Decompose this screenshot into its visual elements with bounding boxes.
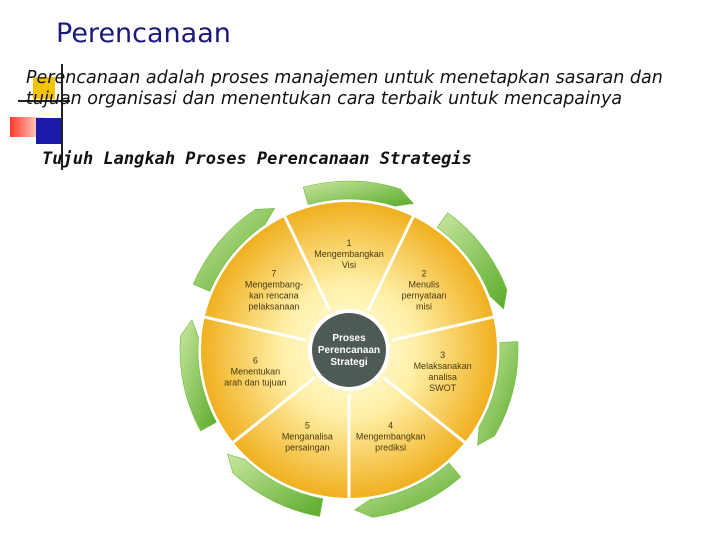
- step-number: 1: [346, 238, 352, 248]
- slide-title: Perencanaan: [56, 18, 231, 49]
- step-number: 2: [421, 268, 427, 279]
- definition-text: Perencanaan adalah proses manajemen untuk menetapkan sasaran dan tujuan organisasi dan menentukan cara terbaik untuk mencapainya: [26, 68, 663, 109]
- step-text-line: arah dan tujuan: [224, 377, 287, 388]
- step-number: 6: [252, 355, 258, 366]
- diagram-subtitle: Tujuh Langkah Proses Perencanaan Strategis: [42, 149, 472, 169]
- step-text-line: kan rencana: [249, 290, 299, 301]
- step-text-line: persaingan: [285, 442, 330, 453]
- step-number: 4: [388, 420, 394, 431]
- step-text-line: Mengembangkan: [314, 249, 384, 259]
- step-text-line: Menulis: [408, 279, 440, 290]
- step-text-line: Mengembang-: [244, 279, 303, 290]
- step-number: 7: [271, 268, 277, 279]
- step-text-line: pernyataan: [401, 290, 447, 301]
- step-text-line: pelaksanaan: [248, 301, 300, 312]
- step-number: 5: [304, 420, 310, 431]
- center-label-line: Proses: [332, 333, 366, 344]
- step-text-line: Visi: [341, 260, 357, 270]
- step-text-line: analisa: [428, 371, 457, 382]
- step-text-line: misi: [416, 301, 433, 312]
- step-text-line: prediksi: [375, 442, 407, 453]
- step-text-line: Menentukan: [230, 366, 281, 377]
- step-text-line: Menganalisa: [281, 431, 333, 442]
- step-text-line: Melaksanakan: [413, 360, 472, 371]
- center-label-line: Perencanaan: [317, 345, 381, 356]
- cycle-center: [308, 309, 390, 391]
- center-label-line: Strategi: [330, 357, 368, 368]
- step-text-line: SWOT: [429, 382, 457, 393]
- step-number: 3: [440, 349, 446, 360]
- step-text-line: Mengembangkan: [355, 431, 426, 442]
